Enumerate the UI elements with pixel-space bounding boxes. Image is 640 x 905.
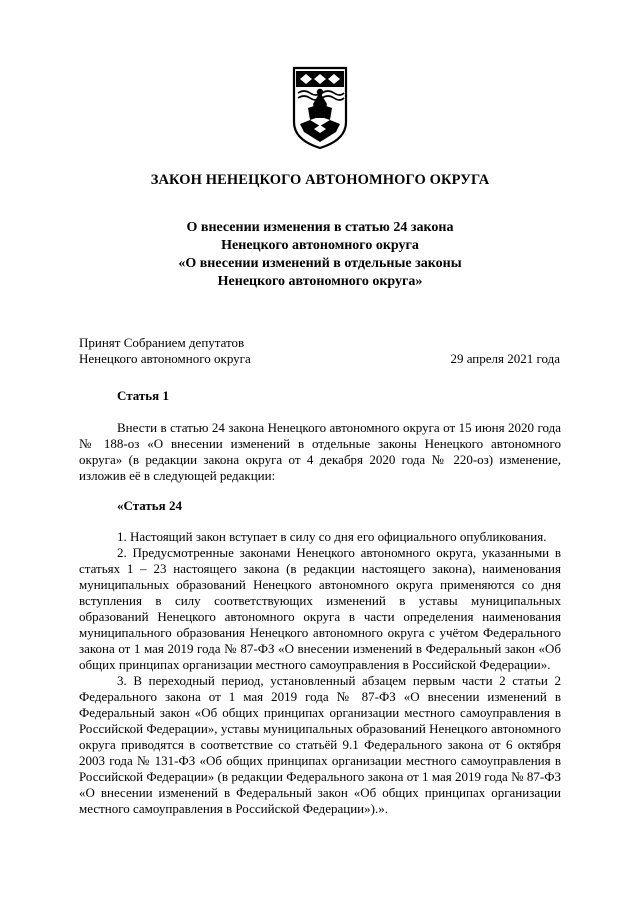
paragraph: 2. Предусмотренные законами Ненецкого автономного округа, указанными в статьях 1 – 23 настоящего закона (в редакции настоящего закона), наименования муниципальных образований Ненецкого автономного округа применяются со дня вступления в силу соответствующих изменений в уставы муниципальных образований Ненецкого автономного округа в части определения наименования муниципального образования Ненецкого автономного округа с учётом Федерального закона от 1 мая 2019 года № 87-ФЗ «О внесении изменений в Федеральный закон «Об общих принципах организации местного самоуправления в Российской Федерации». — [79, 545, 561, 672]
paragraph: 1. Настоящий закон вступает в силу со дня его официального опубликования. — [117, 529, 547, 544]
adoption-date: 29 апреля 2021 года — [450, 351, 560, 366]
subtitle-line: Ненецкого автономного округа — [221, 238, 419, 253]
paragraph: 3. В переходный период, установленный абзацем первым части 2 статьи 2 Федерального закона от 1 мая 2019 года № 87-ФЗ «О внесении изменений в Федеральный закон «Об общих принципах организации местного самоуправления в Российской Федерации», уставы муниципальных образований Ненецкого автономного округа приводятся в соответствие со статьёй 9.1 Федерального закона от 6 октября 2003 года № 131-ФЗ «Об общих принципах организации местного самоуправления в Российской Федерации» (в редакции Федерального закона от 1 мая 2019 года № 87-ФЗ «О внесении изменений в Федеральный закон «Об общих принципах организации местного самоуправления в Российской Федерации»).». — [79, 673, 561, 816]
adoption-block — [79, 335, 251, 367]
article-24-text — [79, 529, 561, 817]
paragraph: Внести в статью 24 закона Ненецкого автономного округа от 15 июня 2020 года № 188-оз «О внесении изменений в отдельные законы Ненецкого автономного округа» (в редакции закона округа от 4 декабря 2020 года № 220-оз) изменение, изложив её в следующей редакции: — [79, 420, 561, 483]
article-24-heading: «Статья 24 — [117, 498, 182, 513]
subtitle-line: «О внесении изменений в отдельные законы — [178, 256, 462, 271]
subtitle-line: Ненецкого автономного округа» — [217, 274, 423, 289]
nao-coat-of-arms-icon — [290, 66, 350, 150]
law-subtitle — [120, 219, 520, 291]
adoption-line: Принят Собранием депутатов — [79, 335, 245, 350]
subtitle-line: О внесении изменения в статью 24 закона — [186, 220, 454, 235]
adoption-line: Ненецкого автономного округа — [79, 351, 251, 366]
article-1-heading: Статья 1 — [117, 388, 169, 403]
document-title: ЗАКОН НЕНЕЦКОГО АВТОНОМНОГО ОКРУГА — [150, 172, 490, 188]
article-1-text — [79, 420, 561, 484]
